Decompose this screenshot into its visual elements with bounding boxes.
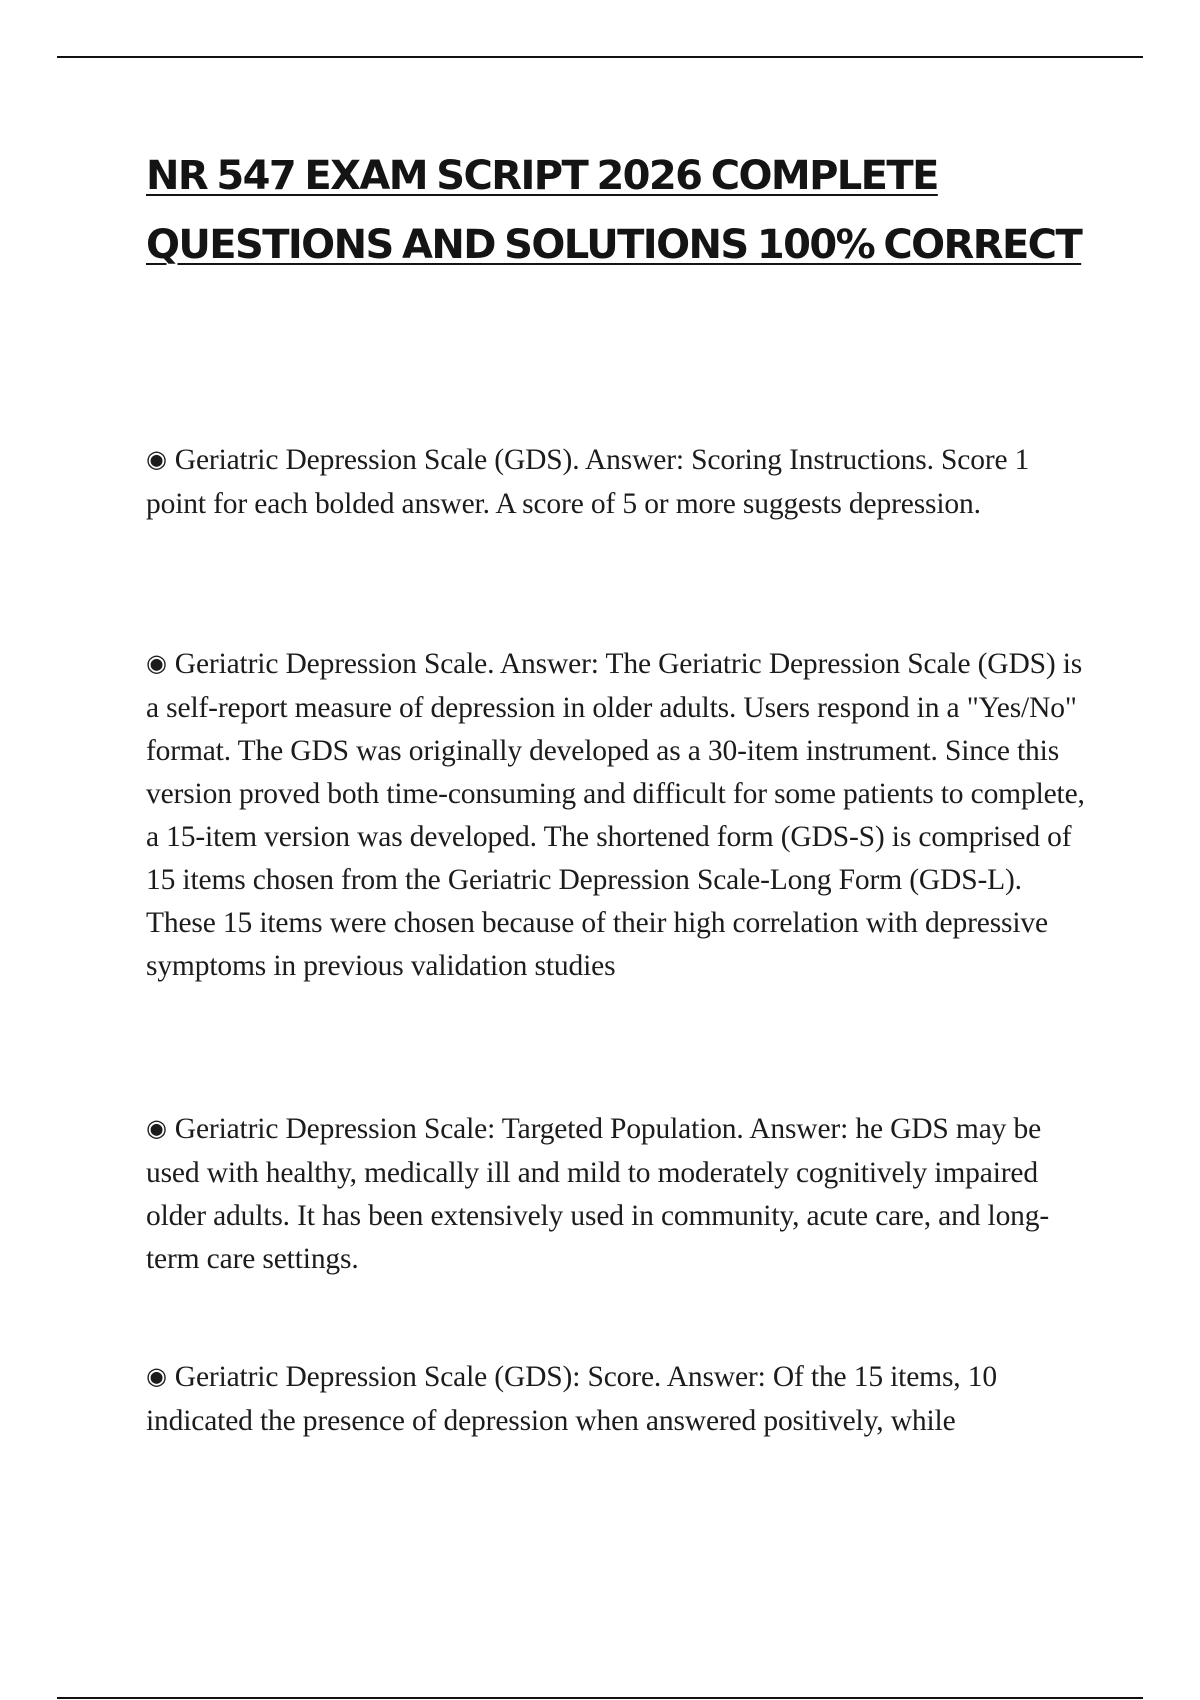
- qa-item-text: Geriatric Depression Scale. Answer: The Geriatric Depression Scale (GDS) is a self-report measure of depression in older adults. Users respond in a "Yes/No" format. The GDS was originally developed as a 30-item instrument. Since this version proved both time-consuming and difficult for some patients to complete, a 15-item version was developed. The shortened form (GDS-S) is comprised of 15 items chosen from the Geriatric Depression Scale-Long Form (GDS-L). These 15 items were chosen because of their high correlation with depressive symptoms in previous validation studies: [146, 648, 1085, 982]
- bottom-divider: [57, 1697, 1143, 1699]
- qa-item: [146, 1108, 1096, 1281]
- document-title: [146, 142, 1146, 280]
- radio-button-icon: ◉: [146, 1362, 167, 1390]
- qa-item-text: Geriatric Depression Scale (GDS). Answer: Scoring Instructions. Score 1 point for each bolded answer. A score of 5 or more suggests depression.: [146, 444, 1030, 520]
- radio-button-icon: ◉: [146, 445, 167, 473]
- qa-item-text: Geriatric Depression Scale: Targeted Population. Answer: he GDS may be used with healthy, medically ill and mild to moderately cognitively impaired older adults. It has been extensively used in community, acute care, and long-term care settings.: [146, 1113, 1050, 1275]
- title-line: QUESTIONS AND SOLUTIONS 100% CORRECT: [146, 222, 1082, 268]
- qa-item: [146, 643, 1096, 988]
- qa-item: [146, 1356, 1096, 1443]
- radio-button-icon: ◉: [146, 649, 167, 677]
- title-line: NR 547 EXAM SCRIPT 2026 COMPLETE: [146, 153, 938, 199]
- qa-item: [146, 439, 1096, 526]
- top-divider: [57, 56, 1143, 58]
- qa-item-text: Geriatric Depression Scale (GDS): Score. Answer: Of the 15 items, 10 indicated the presence of depression when answered positively, while: [146, 1361, 997, 1437]
- radio-button-icon: ◉: [146, 1114, 167, 1142]
